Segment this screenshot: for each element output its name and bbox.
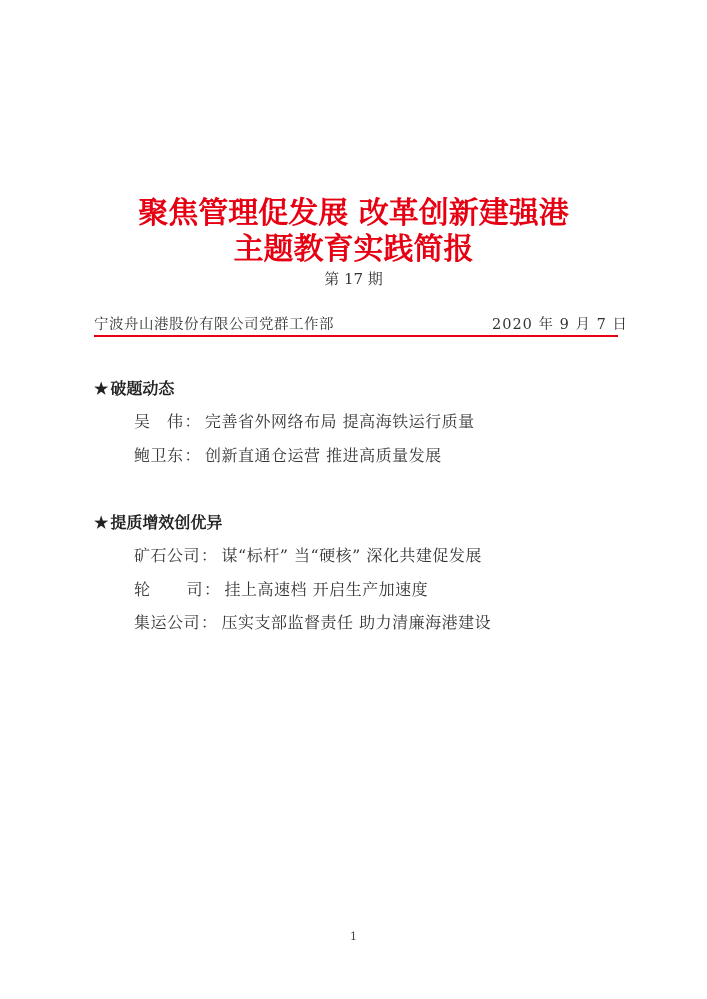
section-title: 提质增效创优异 bbox=[110, 513, 223, 532]
list-item[interactable] bbox=[134, 610, 491, 633]
item-separator: ： bbox=[201, 613, 218, 632]
item-author: 鲍卫东 bbox=[134, 446, 184, 465]
item-title: 挂上高速档 开启生产加速度 bbox=[224, 580, 429, 599]
item-title: 谋“标杆” 当“硬核” 深化共建促发展 bbox=[221, 546, 482, 565]
list-item[interactable] bbox=[134, 409, 475, 432]
item-title: 创新直通仓运营 推进高质量发展 bbox=[205, 446, 442, 465]
title-line-1: 聚焦管理促发展 改革创新建强港 bbox=[138, 196, 569, 231]
item-author: 集运公司 bbox=[134, 613, 201, 632]
list-item[interactable] bbox=[134, 577, 428, 600]
item-author-tail: 司 bbox=[186, 580, 204, 599]
item-title: 压实支部监督责任 助力清廉海港建设 bbox=[221, 613, 492, 632]
list-item[interactable] bbox=[134, 443, 442, 466]
page-number: 1 bbox=[350, 930, 357, 943]
item-separator: ： bbox=[201, 546, 218, 565]
list-item[interactable] bbox=[134, 543, 482, 566]
item-author: 轮 bbox=[134, 580, 151, 599]
item-separator: ： bbox=[184, 446, 202, 465]
red-divider bbox=[94, 335, 618, 337]
star-icon: ★ bbox=[94, 513, 109, 532]
item-separator: ： bbox=[204, 580, 221, 599]
issue-number: 第 17 期 bbox=[324, 270, 383, 288]
section-heading-1 bbox=[94, 376, 174, 399]
section-heading-2 bbox=[94, 510, 222, 533]
item-author: 吴 伟 bbox=[134, 412, 184, 431]
publish-date: 2020 年 9 月 7 日 bbox=[492, 317, 628, 333]
title-line-2: 主题教育实践简报 bbox=[233, 232, 474, 267]
section-title: 破题动态 bbox=[110, 379, 175, 398]
star-icon: ★ bbox=[94, 379, 109, 398]
organization: 宁波舟山港股份有限公司党群工作部 bbox=[94, 317, 334, 333]
item-separator: ： bbox=[184, 412, 202, 431]
item-author: 矿石公司 bbox=[134, 546, 201, 565]
item-title: 完善省外网络布局 提高海铁运行质量 bbox=[205, 412, 475, 431]
